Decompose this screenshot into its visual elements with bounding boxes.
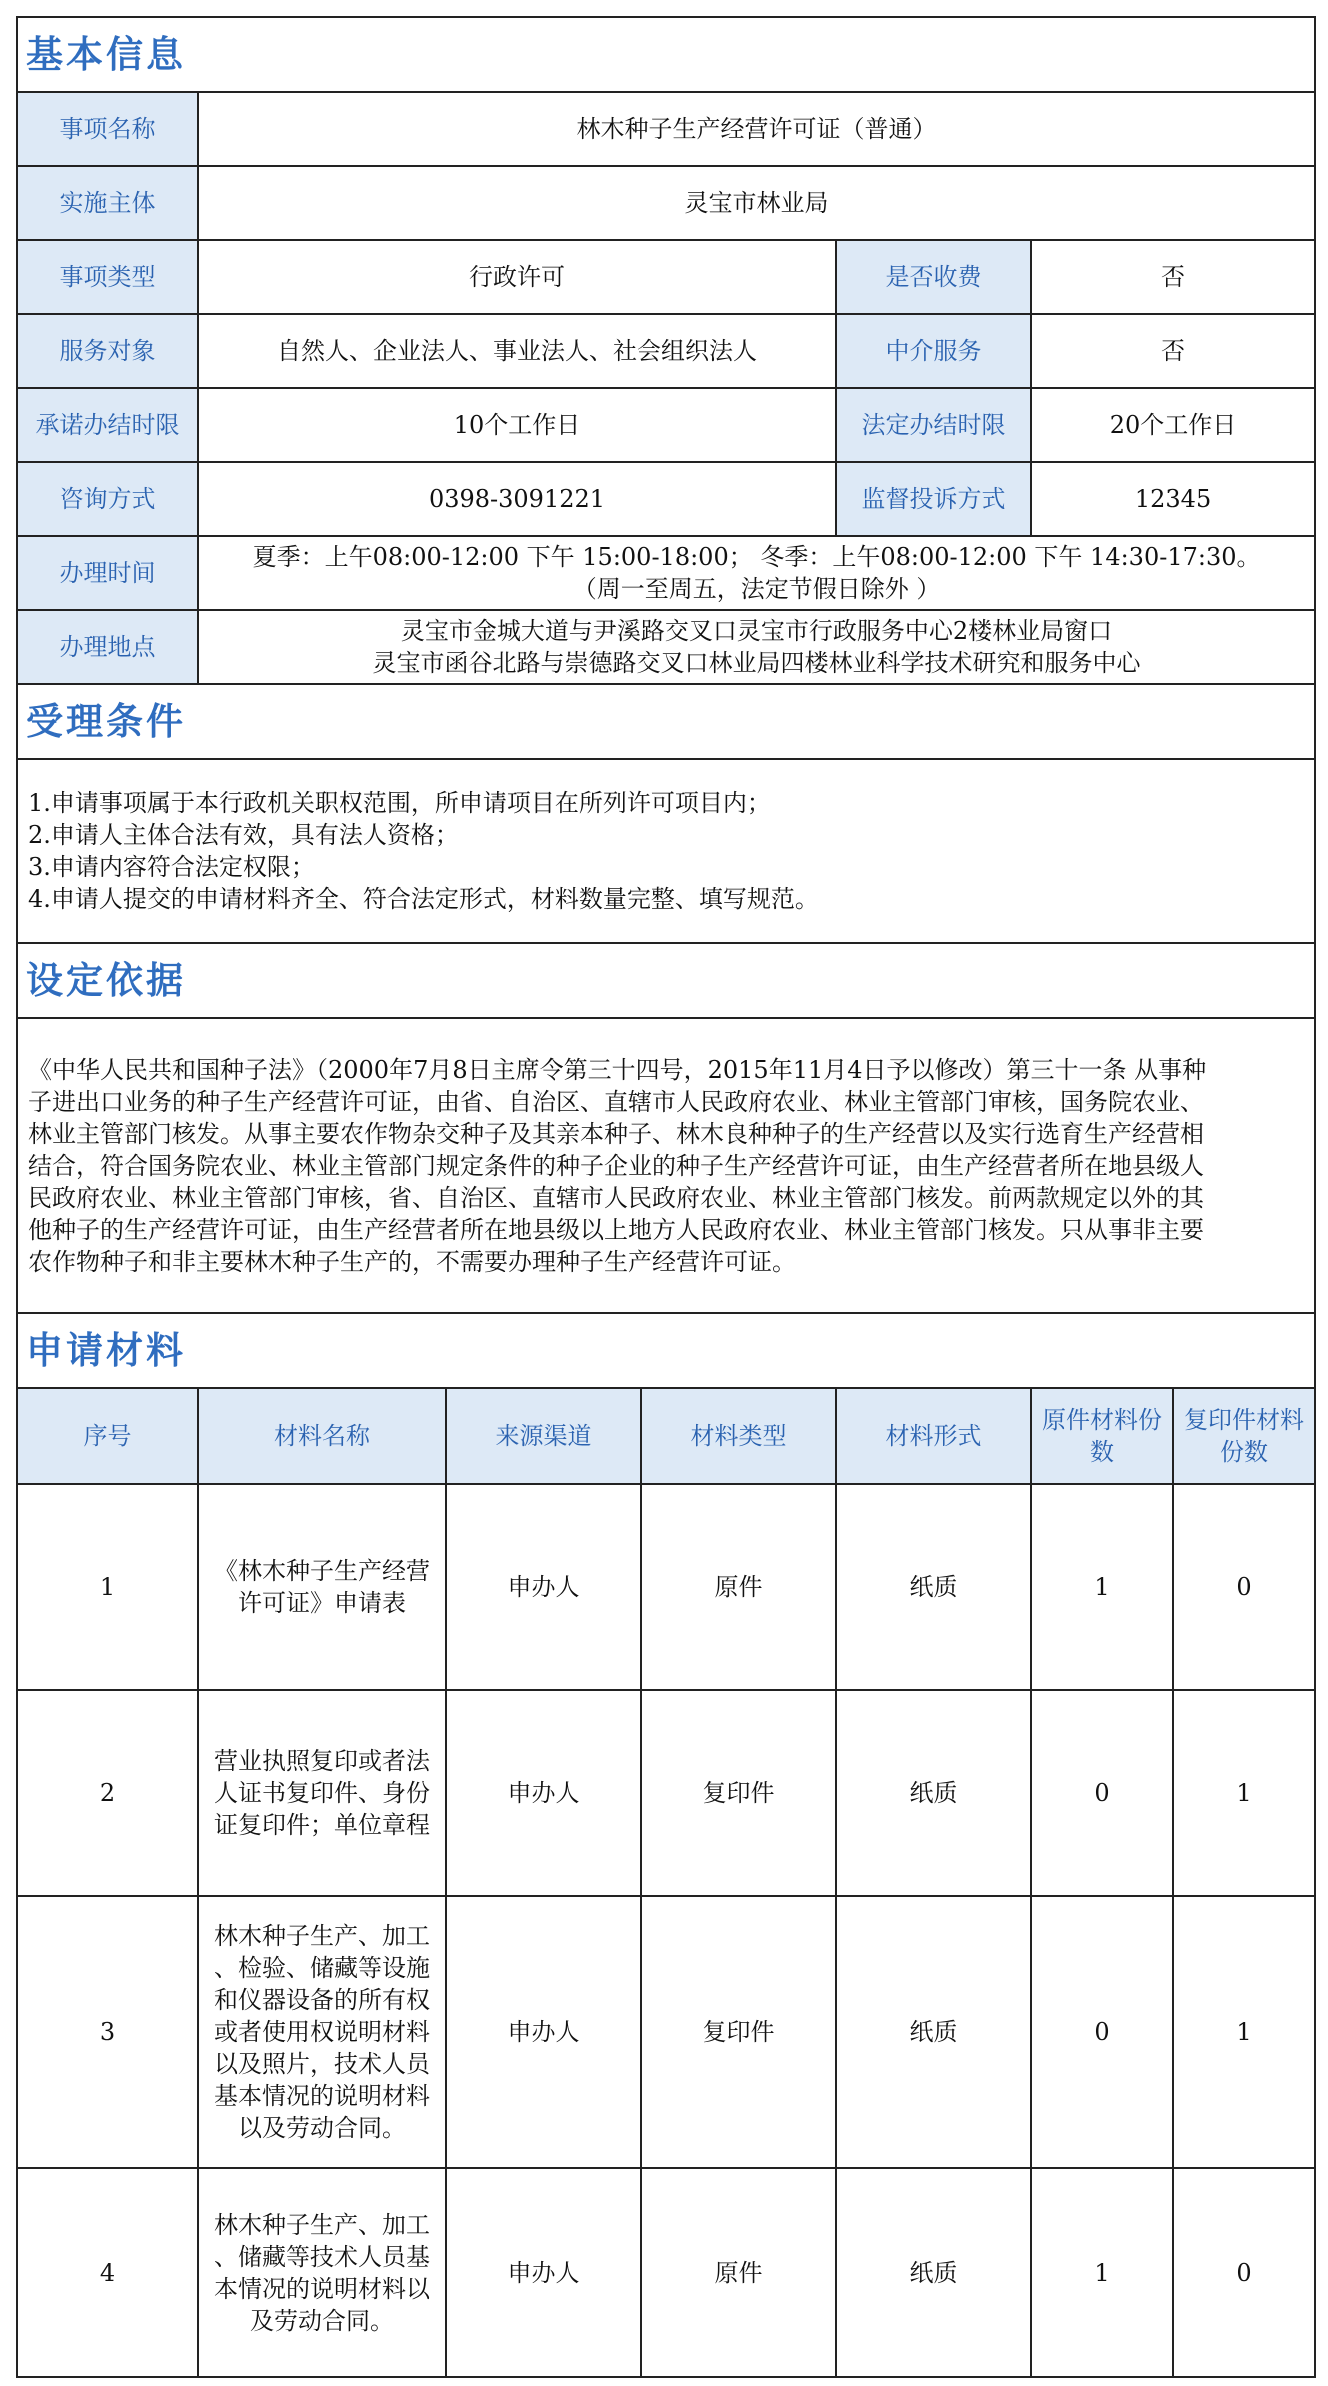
cell-source: 申办人 bbox=[446, 2168, 641, 2377]
section-title-basis: 设定依据 bbox=[17, 943, 1315, 1018]
cell-name-line: 人证书复印件、身份 bbox=[214, 1779, 430, 1807]
service-guide-sheet bbox=[16, 16, 1314, 2378]
cell-no: 2 bbox=[17, 1690, 198, 1896]
type-label: 事项类型 bbox=[17, 240, 198, 314]
place-line: 灵宝市金城大道与尹溪路交叉口灵宝市行政服务中心2楼林业局窗口 bbox=[400, 617, 1113, 645]
place-label: 办理地点 bbox=[17, 610, 198, 684]
item-name-value: 林木种子生产经营许可证（普通） bbox=[198, 92, 1315, 166]
basis-line: 《中华人民共和国种子法》（2000年7月8日主席令第三十四号，2015年11月4日予以修改）第三十一条 从事种 bbox=[28, 1055, 1207, 1084]
legal-time-value: 20个工作日 bbox=[1031, 388, 1315, 462]
cell-no: 4 bbox=[17, 2168, 198, 2377]
cell-name-line: 林木种子生产、加工 bbox=[214, 1922, 430, 1950]
section-title-conditions: 受理条件 bbox=[17, 684, 1315, 759]
cell-original-count: 0 bbox=[1031, 1896, 1173, 2168]
cell-form: 纸质 bbox=[836, 2168, 1031, 2377]
cell-original-count: 0 bbox=[1031, 1690, 1173, 1896]
cell-no: 1 bbox=[17, 1484, 198, 1690]
cell-form: 纸质 bbox=[836, 1484, 1031, 1690]
table-row bbox=[17, 1484, 1315, 1690]
subject-value: 灵宝市林业局 bbox=[198, 166, 1315, 240]
basis-line: 民政府农业、林业主管部门审核，省、自治区、直辖市人民政府农业、林业主管部门核发。前两款规定以外的其 bbox=[28, 1183, 1204, 1212]
cell-name-line: 及劳动合同。 bbox=[250, 2306, 394, 2335]
hours-value bbox=[198, 536, 1315, 610]
table-row bbox=[17, 2168, 1315, 2377]
hours-note: （周一至周五，法定节假日除外 ） bbox=[572, 575, 941, 603]
promise-time-label: 承诺办结时限 bbox=[17, 388, 198, 462]
header-form: 材料形式 bbox=[836, 1388, 1031, 1484]
cell-source: 申办人 bbox=[446, 1484, 641, 1690]
cell-no: 3 bbox=[17, 1896, 198, 2168]
cell-name-line: 和仪器设备的所有权 bbox=[214, 1986, 430, 2014]
complaint-label: 监督投诉方式 bbox=[836, 462, 1031, 536]
header-copy-count-line: 份数 bbox=[1220, 1438, 1269, 1466]
agency-label: 中介服务 bbox=[836, 314, 1031, 388]
basis-line: 他种子的生产经营许可证，由生产经营者所在地县级以上地方人民政府农业、林业主管部门核发。只从事非主要 bbox=[28, 1215, 1204, 1244]
cell-copy-count: 1 bbox=[1173, 1896, 1315, 2168]
cell-name bbox=[198, 1896, 446, 2168]
cell-name bbox=[198, 2168, 446, 2377]
cell-name-line: 本情况的说明材料以 bbox=[214, 2274, 430, 2303]
place-value bbox=[198, 610, 1315, 684]
header-original-count-line: 数 bbox=[1090, 1438, 1114, 1466]
condition-line: 1.申请事项属于本行政机关职权范围，所申请项目在所列许可项目内； bbox=[28, 789, 771, 817]
cell-name-line: 、检验、储藏等设施 bbox=[214, 1954, 430, 1982]
cell-name-line: 证复印件；单位章程 bbox=[214, 1811, 430, 1839]
guide-table bbox=[16, 16, 1316, 2378]
cell-copy-count: 1 bbox=[1173, 1690, 1315, 1896]
cell-kind: 原件 bbox=[641, 1484, 836, 1690]
header-copy-count-line: 复印件材料 bbox=[1184, 1406, 1305, 1434]
cell-kind: 复印件 bbox=[641, 1690, 836, 1896]
target-value: 自然人、企业法人、事业法人、社会组织法人 bbox=[198, 314, 836, 388]
cell-kind: 原件 bbox=[641, 2168, 836, 2377]
condition-line: 3.申请内容符合法定权限； bbox=[28, 853, 315, 881]
basis-text bbox=[17, 1018, 1315, 1313]
cell-name-line: 以及劳动合同。 bbox=[238, 2114, 406, 2142]
section-title-materials: 申请材料 bbox=[17, 1313, 1315, 1388]
table-row bbox=[17, 1690, 1315, 1896]
header-source: 来源渠道 bbox=[446, 1388, 641, 1484]
basis-line: 农作物种子和非主要林木种子生产的，不需要办理种子生产经营许可证。 bbox=[28, 1247, 796, 1276]
cell-name bbox=[198, 1484, 446, 1690]
cell-name-line: 基本情况的说明材料 bbox=[214, 2082, 430, 2110]
cell-form: 纸质 bbox=[836, 1896, 1031, 2168]
cell-name-line: 或者使用权说明材料 bbox=[214, 2018, 430, 2046]
cell-name-line: 许可证》申请表 bbox=[238, 1589, 406, 1617]
hours-line: 夏季：上午08:00-12:00 下午 15:00-18:00； 冬季：上午08:00-12:00 下午 14:30-17:30。 bbox=[252, 543, 1261, 571]
header-original-count-line: 原件材料份 bbox=[1042, 1406, 1162, 1434]
cell-copy-count: 0 bbox=[1173, 1484, 1315, 1690]
consult-value: 0398-3091221 bbox=[198, 462, 836, 536]
hours-label: 办理时间 bbox=[17, 536, 198, 610]
cell-original-count: 1 bbox=[1031, 2168, 1173, 2377]
fee-value: 否 bbox=[1031, 240, 1315, 314]
cell-name-line: 以及照片，技术人员 bbox=[214, 2050, 430, 2078]
condition-line: 4.申请人提交的申请材料齐全、符合法定形式，材料数量完整、填写规范。 bbox=[28, 885, 819, 913]
header-original-count bbox=[1031, 1388, 1173, 1484]
header-kind: 材料类型 bbox=[641, 1388, 836, 1484]
subject-label: 实施主体 bbox=[17, 166, 198, 240]
cell-name bbox=[198, 1690, 446, 1896]
type-value: 行政许可 bbox=[198, 240, 836, 314]
cell-kind: 复印件 bbox=[641, 1896, 836, 2168]
basis-line: 林业主管部门核发。从事主要农作物杂交种子及其亲本种子、林木良种种子的生产经营以及实行选育生产经营相 bbox=[28, 1119, 1204, 1148]
condition-line: 2.申请人主体合法有效，具有法人资格； bbox=[28, 821, 459, 849]
fee-label: 是否收费 bbox=[836, 240, 1031, 314]
cell-source: 申办人 bbox=[446, 1690, 641, 1896]
cell-name-line: 营业执照复印或者法 bbox=[214, 1747, 430, 1775]
cell-source: 申办人 bbox=[446, 1896, 641, 2168]
cell-copy-count: 0 bbox=[1173, 2168, 1315, 2377]
place-line: 灵宝市函谷北路与崇德路交叉口林业局四楼林业科学技术研究和服务中心 bbox=[372, 649, 1141, 677]
target-label: 服务对象 bbox=[17, 314, 198, 388]
basis-line: 结合，符合国务院农业、林业主管部门规定条件的种子企业的种子生产经营许可证，由生产经营者所在地县级人 bbox=[28, 1151, 1204, 1180]
legal-time-label: 法定办结时限 bbox=[836, 388, 1031, 462]
complaint-value: 12345 bbox=[1031, 462, 1315, 536]
cell-name-line: 《林木种子生产经营 bbox=[214, 1557, 430, 1585]
cell-name-line: 林木种子生产、加工 bbox=[214, 2210, 430, 2239]
header-name: 材料名称 bbox=[198, 1388, 446, 1484]
consult-label: 咨询方式 bbox=[17, 462, 198, 536]
basis-line: 子进出口业务的种子生产经营许可证，由省、自治区、直辖市人民政府农业、林业主管部门审核，国务院农业、 bbox=[28, 1087, 1204, 1116]
conditions-text bbox=[17, 759, 1315, 943]
cell-form: 纸质 bbox=[836, 1690, 1031, 1896]
table-row bbox=[17, 1896, 1315, 2168]
promise-time-value: 10个工作日 bbox=[198, 388, 836, 462]
cell-original-count: 1 bbox=[1031, 1484, 1173, 1690]
header-copy-count bbox=[1173, 1388, 1315, 1484]
agency-value: 否 bbox=[1031, 314, 1315, 388]
cell-name-line: 、储藏等技术人员基 bbox=[214, 2242, 430, 2271]
section-title-basic: 基本信息 bbox=[17, 17, 1315, 92]
header-no: 序号 bbox=[17, 1388, 198, 1484]
item-name-label: 事项名称 bbox=[17, 92, 198, 166]
